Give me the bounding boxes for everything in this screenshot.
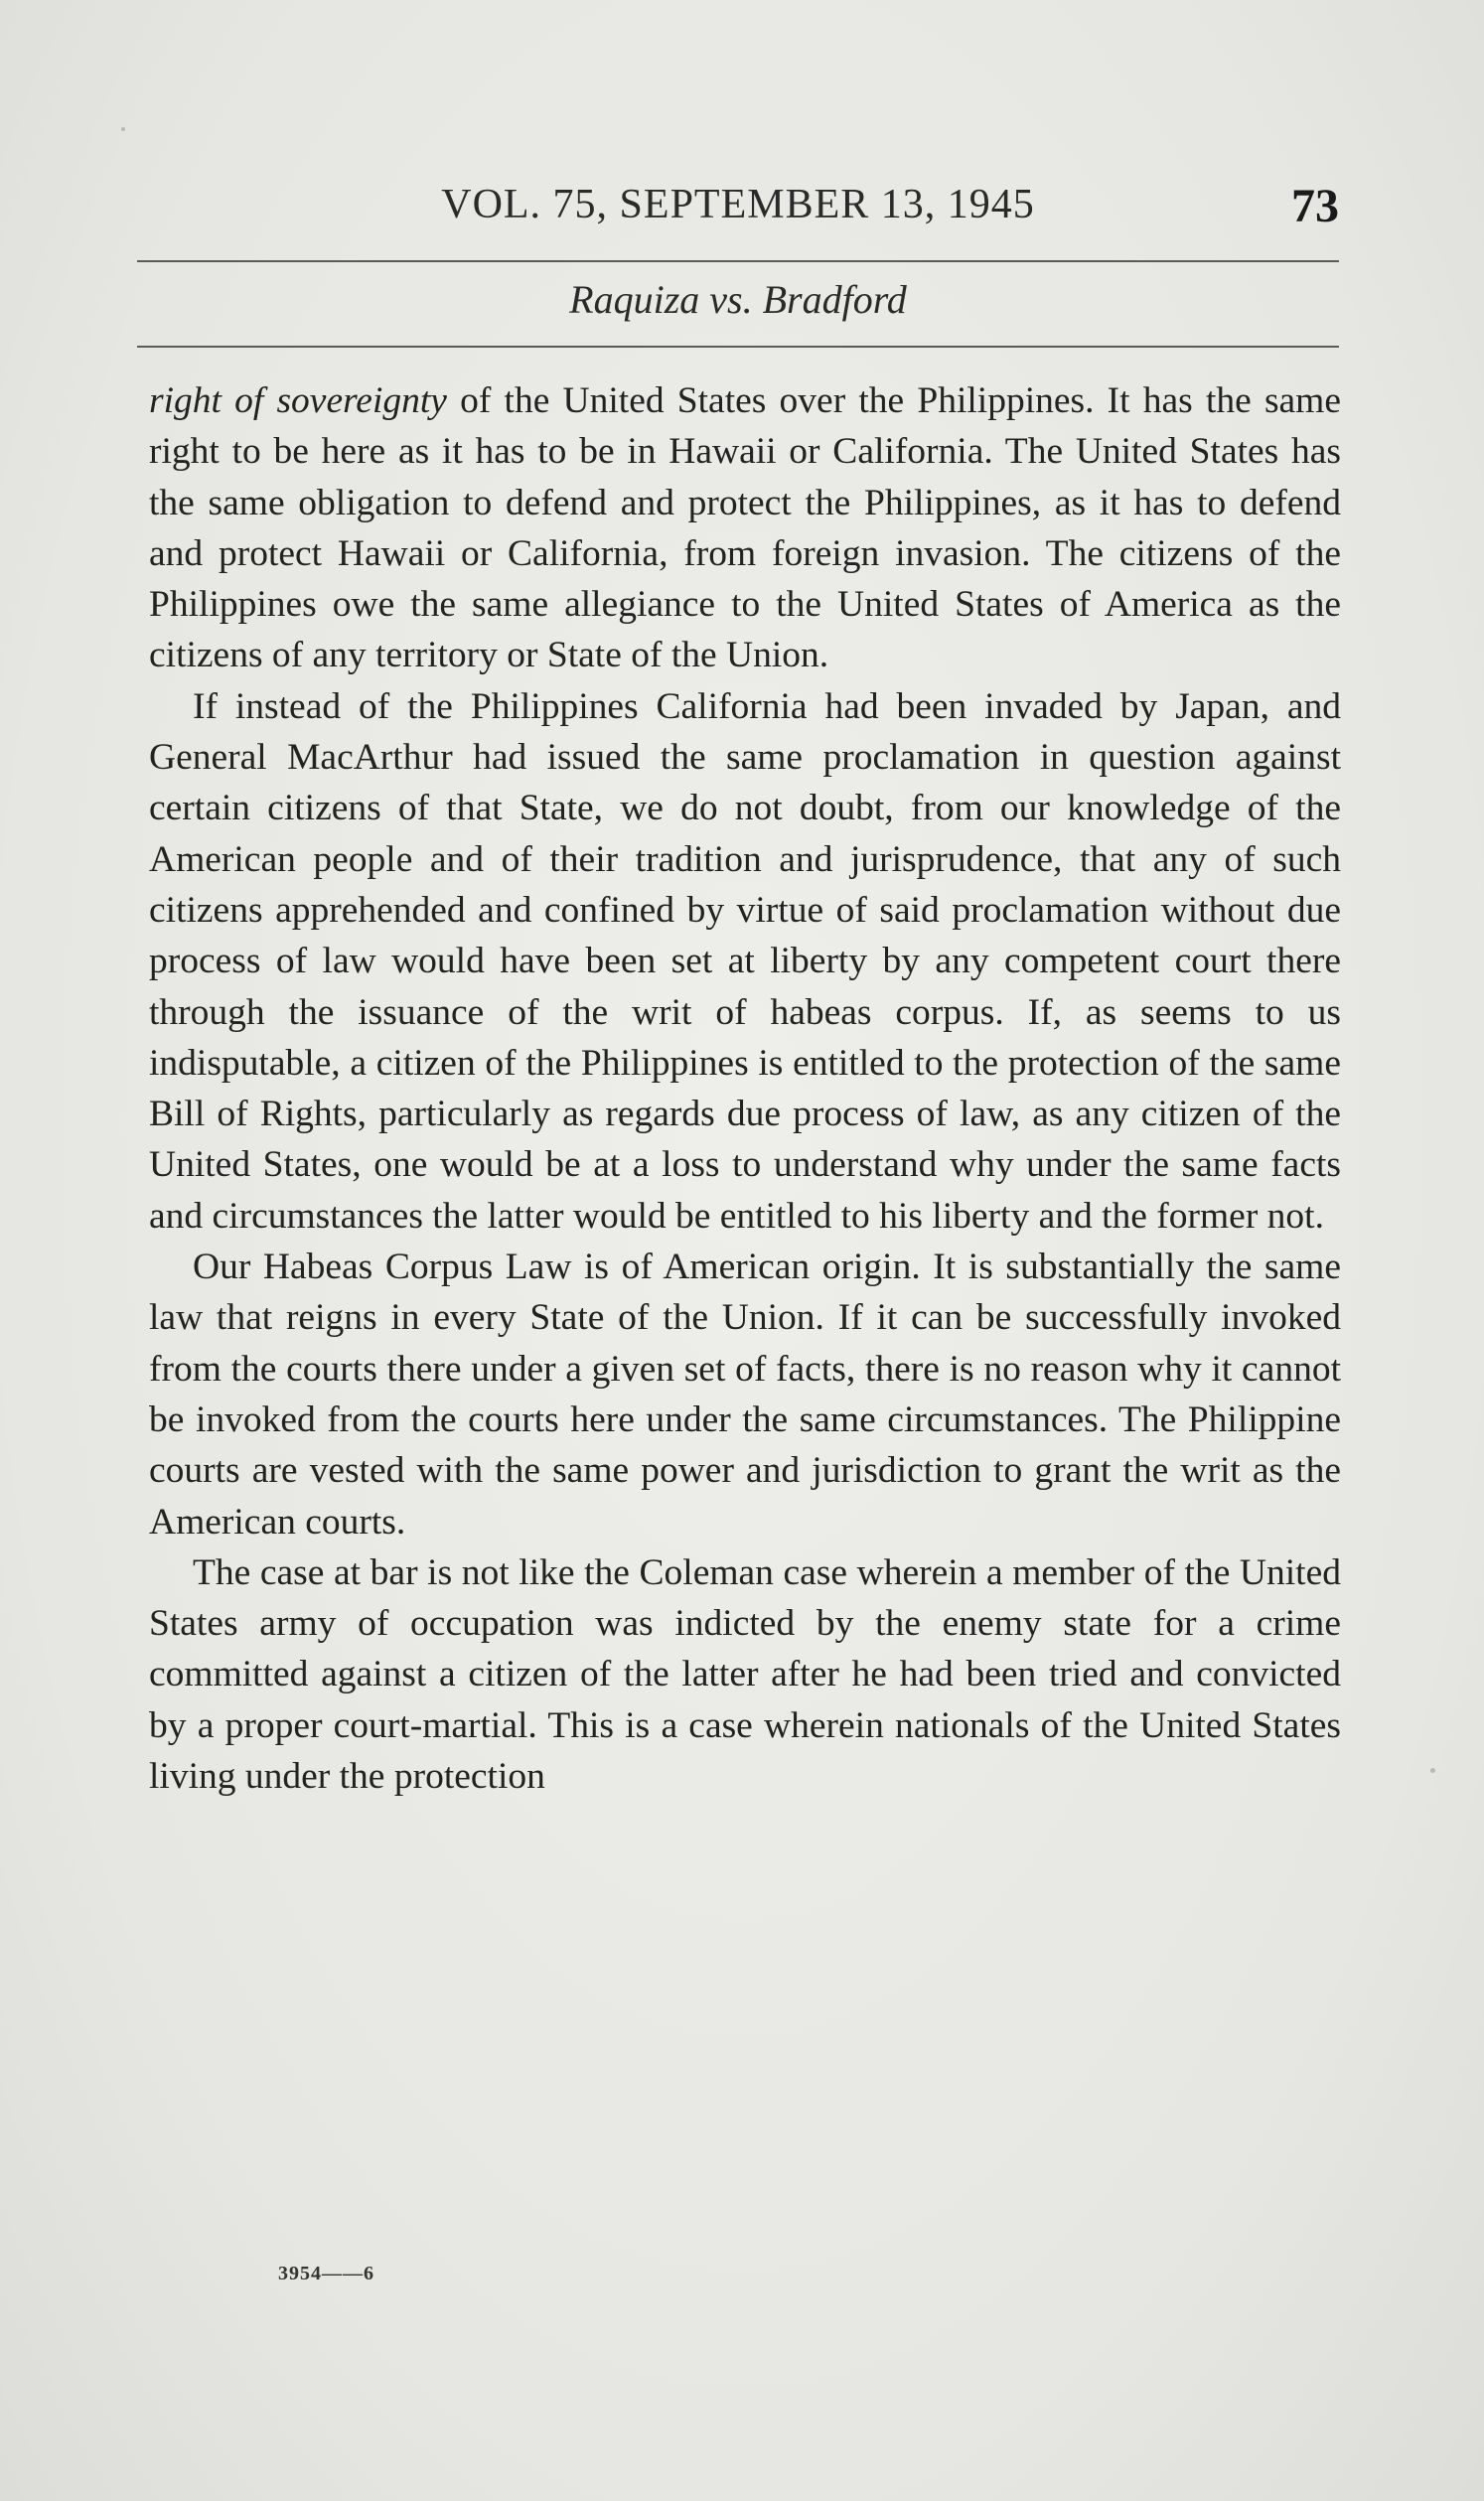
running-head: VOL. 75, SEPTEMBER 13, 1945 (441, 182, 1035, 227)
page-number: 73 (1291, 180, 1339, 232)
paragraph-2: If instead of the Philippines California had been invaded by Japan, and General MacArthur had issued the same proclamation in question against certain citizens of that State, we do not doubt, from our knowledge of the American people and of their tradition and jurisprudence, that any of such citizens apprehended and confined by virtue of said proclamation without due process of law would have been set at liberty by any competent court there through the issuance of the writ of habeas corpus. If, as seems to us indisputable, a citizen of the Philippines is entitled to the protection of the same Bill of Rights, particularly as regards due process of law, as any citizen of the United States, one would be at a loss to understand why under the same facts and circumstances the latter would be entitled to his liberty and the former not. (149, 685, 1341, 1237)
paragraph-1-italic-phrase: right of sovereignty (149, 380, 447, 421)
header-rule-bottom (137, 346, 1339, 348)
case-title: Raquiza vs. Bradford (569, 277, 907, 322)
paragraph-1 (149, 375, 1341, 681)
paragraph-4: The case at bar is not like the Coleman case wherein a member of the United States army of occupation was indicted by the enemy state for a crime committed against a citizen of the latter after he had been tried and convicted by a proper court-martial. This is a case wherein nationals of the United States living under the protection (149, 1551, 1341, 1798)
paragraph-3: Our Habeas Corpus Law is of American origin. It is substantially the same law that reigns in every State of the Union. If it can be successfully invoked from the courts there under a given set of facts, there is no reason why it cannot be invoked from the courts here under the same circumstances. The Philippine courts are vested with the same power and jurisdiction to grant the writ as the American courts. (149, 1247, 1341, 1543)
signature-mark: 3954——6 (278, 2263, 374, 2284)
paragraph-1-text: of the United States over the Philippines. It has the same right to be here as it has to be in Hawaii or California. The United States has the same obligation to defend and protect the Philippines, as it has to defend and protect Hawaii or California, from foreign invasion. The citizens of the Philippines owe the same allegiance to the United States of America as the citizens of any territory or State of the Union. (149, 380, 1341, 676)
header-rule-top (137, 260, 1339, 262)
page-header (137, 181, 1339, 240)
paper-speck (1430, 1768, 1435, 1773)
body-text (149, 375, 1341, 1802)
paper-speck (121, 127, 125, 131)
